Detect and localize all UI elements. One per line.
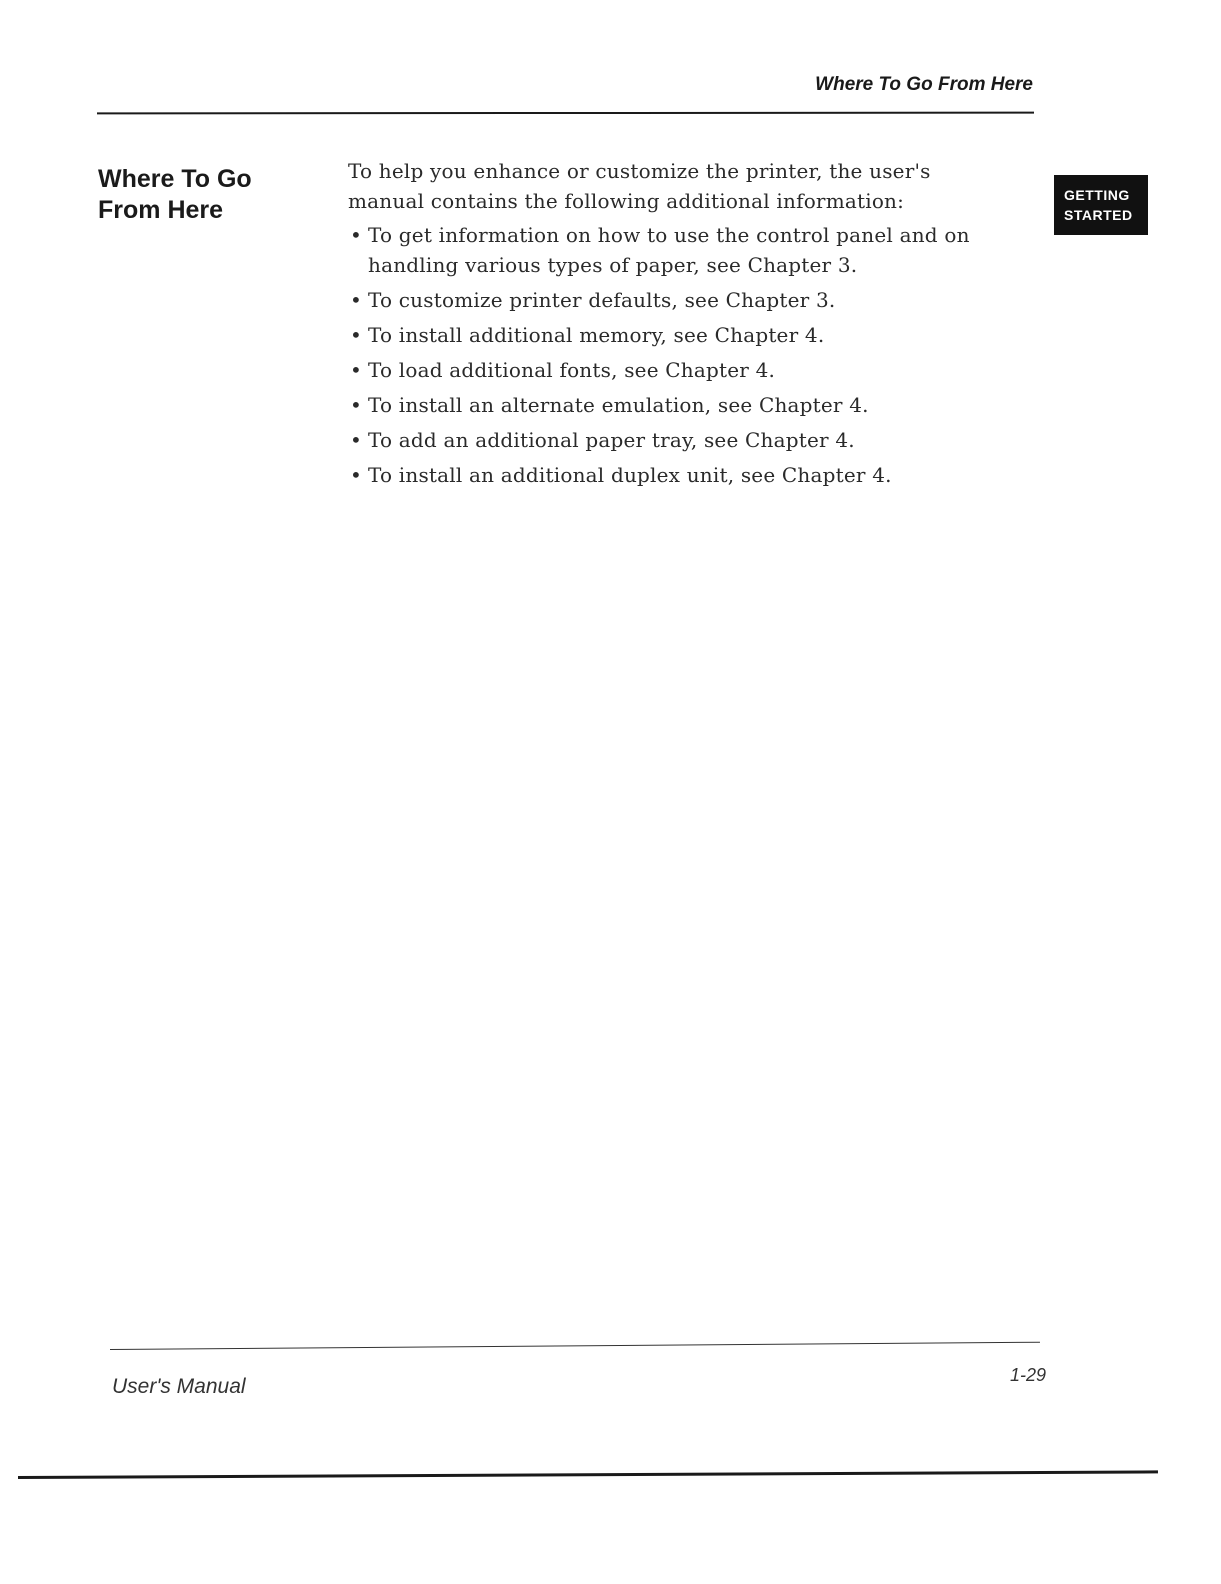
list-item: • To get information on how to use the control panel and on handling various types of paper, see Chapter 3. [348,220,1008,280]
list-item: • To add an additional paper tray, see Chapter 4. [348,425,1008,455]
running-header: Where To Go From Here [815,74,1033,95]
intro-paragraph: To help you enhance or customize the printer, the user's manual contains the following additional information: [348,159,931,213]
footer-manual-name: User's Manual [112,1375,246,1398]
chapter-tab-line1: GETTING [1064,187,1130,203]
section-title [98,164,318,226]
footer-rule [110,1342,1040,1350]
chapter-tab-line2: STARTED [1064,207,1133,223]
info-list [348,220,1008,490]
bottom-rule [18,1470,1158,1479]
body-text [348,156,1008,495]
footer-page-number: 1-29 [1009,1365,1046,1385]
section-title-line1: Where To Go [98,165,252,193]
section-title-line2: From Here [98,196,224,224]
list-item: • To customize printer defaults, see Chapter 3. [348,285,1008,315]
list-item: • To install an additional duplex unit, see Chapter 4. [348,460,1008,490]
list-item: • To load additional fonts, see Chapter 4. [348,355,1008,385]
list-item: • To install additional memory, see Chapter 4. [348,320,1008,350]
header-rule [97,112,1034,115]
chapter-tab [1054,175,1148,235]
list-item: • To install an alternate emulation, see Chapter 4. [348,390,1008,420]
